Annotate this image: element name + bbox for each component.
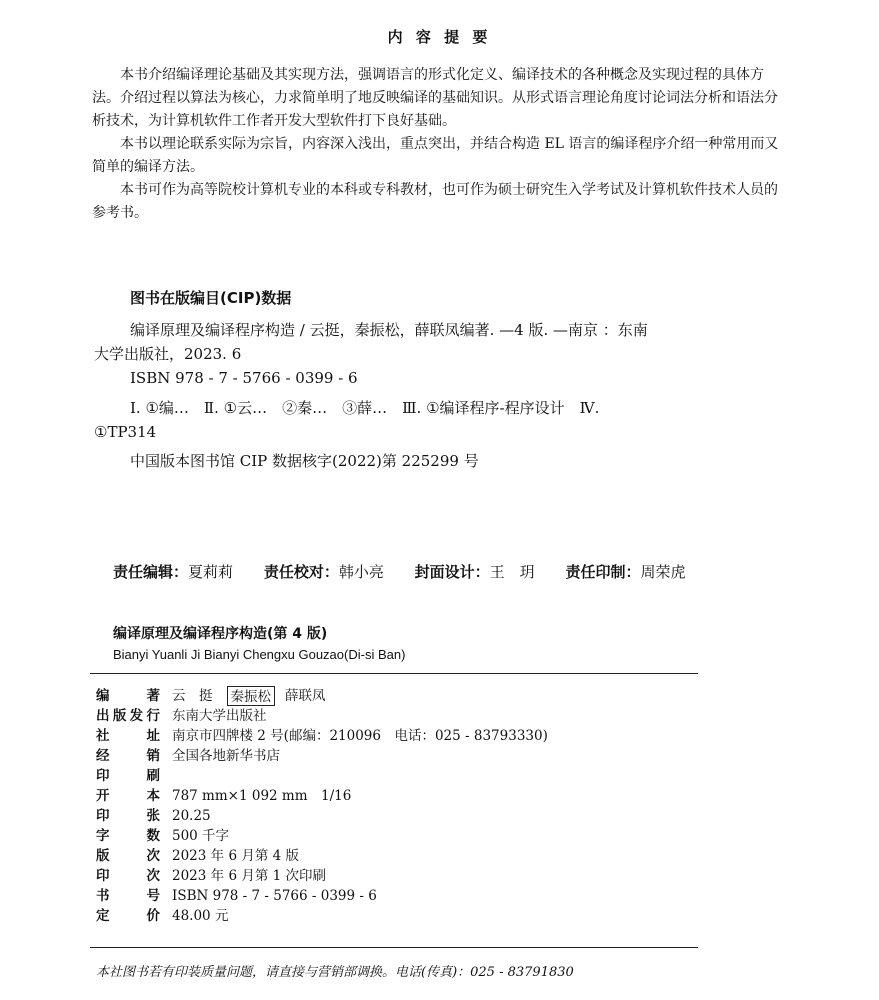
responsible-proofreader: 责任校对：韩小亮 [263, 563, 384, 581]
cip-number: 中国版本图书馆 CIP 数据核字(2022)第 225299 号 [130, 452, 479, 470]
cip-title-line: 编译原理及编译程序构造 / 云挺，秦振松，薛联凤编著. —4 版. —南京 ：东南大学出版社，2023. 6 [94, 321, 648, 363]
cip-isbn: ISBN 978 - 7 - 5766 - 0399 - 6 [130, 369, 358, 387]
summary-paragraph: 本书以理论联系实际为宗旨，内容深入浅出，重点突出，并结合构造 EL 语言的编译程序介绍一种常用而又简单的编译方法。 [92, 136, 779, 175]
cover-designer: 封面设计：王 玥 [414, 563, 535, 581]
quality-notice: 本社图书若有印装质量问题，请直接与营销部调换。电话(传真)：025 - 83791830 [96, 965, 574, 980]
info-row: 开 本 787 mm×1 092 mm 1/16 [96, 788, 352, 804]
responsible-editor: 责任编辑：夏莉莉 [113, 563, 234, 581]
responsible-printing: 责任印制：周荣虎 [565, 563, 686, 581]
info-row: 出版发行 东南大学出版社 [96, 708, 267, 724]
info-row-authors: 编 著 云 挺 秦振松 薛联凤 [96, 688, 326, 705]
summary-paragraph: 本书介绍编译理论基础及其实现方法，强调语言的形式化定义、编译技术的各种概念及实现过程的具体方法。介绍过程以算法为核心，力求简单明了地反映编译的基础知识。从形式语言理论角度讨论词法分析和语法分析技术，为计算机软件工作者开发大型软件打下良好基础。 [92, 67, 778, 129]
info-row: 书 号 ISBN 978 - 7 - 5766 - 0399 - 6 [96, 888, 377, 904]
divider [90, 947, 698, 948]
info-row: 经 销 全国各地新华书店 [96, 748, 280, 764]
book-title: 编译原理及编译程序构造(第 4 版) [113, 626, 328, 642]
highlighted-author: 秦振松 [227, 686, 276, 706]
page-title: 内 容 提 要 [387, 28, 492, 46]
cip-classification: Ⅰ. ①编… Ⅱ. ①云… ②秦… ③薛… Ⅲ. ①编译程序-程序设计 Ⅳ. ①TP314 [94, 399, 600, 441]
info-row: 印 张 20.25 [96, 808, 211, 824]
info-row: 社 址 南京市四牌楼 2 号(邮编：210096 电话：025 - 83793330) [96, 728, 548, 744]
cip-heading: 图书在版编目(CIP)数据 [130, 289, 292, 307]
summary-text [92, 64, 782, 225]
publication-info [96, 686, 548, 926]
divider [90, 673, 698, 674]
book-title-pinyin: Bianyi Yuanli Ji Bianyi Chengxu Gouzao(Di-si Ban) [113, 647, 406, 662]
summary-paragraph: 本书可作为高等院校计算机专业的本科或专科教材，也可作为硕士研究生入学考试及计算机软件技术人员的参考书。 [92, 182, 778, 221]
responsibility-line [113, 561, 711, 582]
info-row: 定 价 48.00 元 [96, 908, 229, 924]
info-row: 印 刷 [96, 768, 160, 784]
info-row: 印 次 2023 年 6 月第 1 次印刷 [96, 868, 326, 884]
info-row: 字 数 500 千字 [96, 828, 230, 844]
info-row: 版 次 2023 年 6 月第 4 版 [96, 848, 299, 864]
